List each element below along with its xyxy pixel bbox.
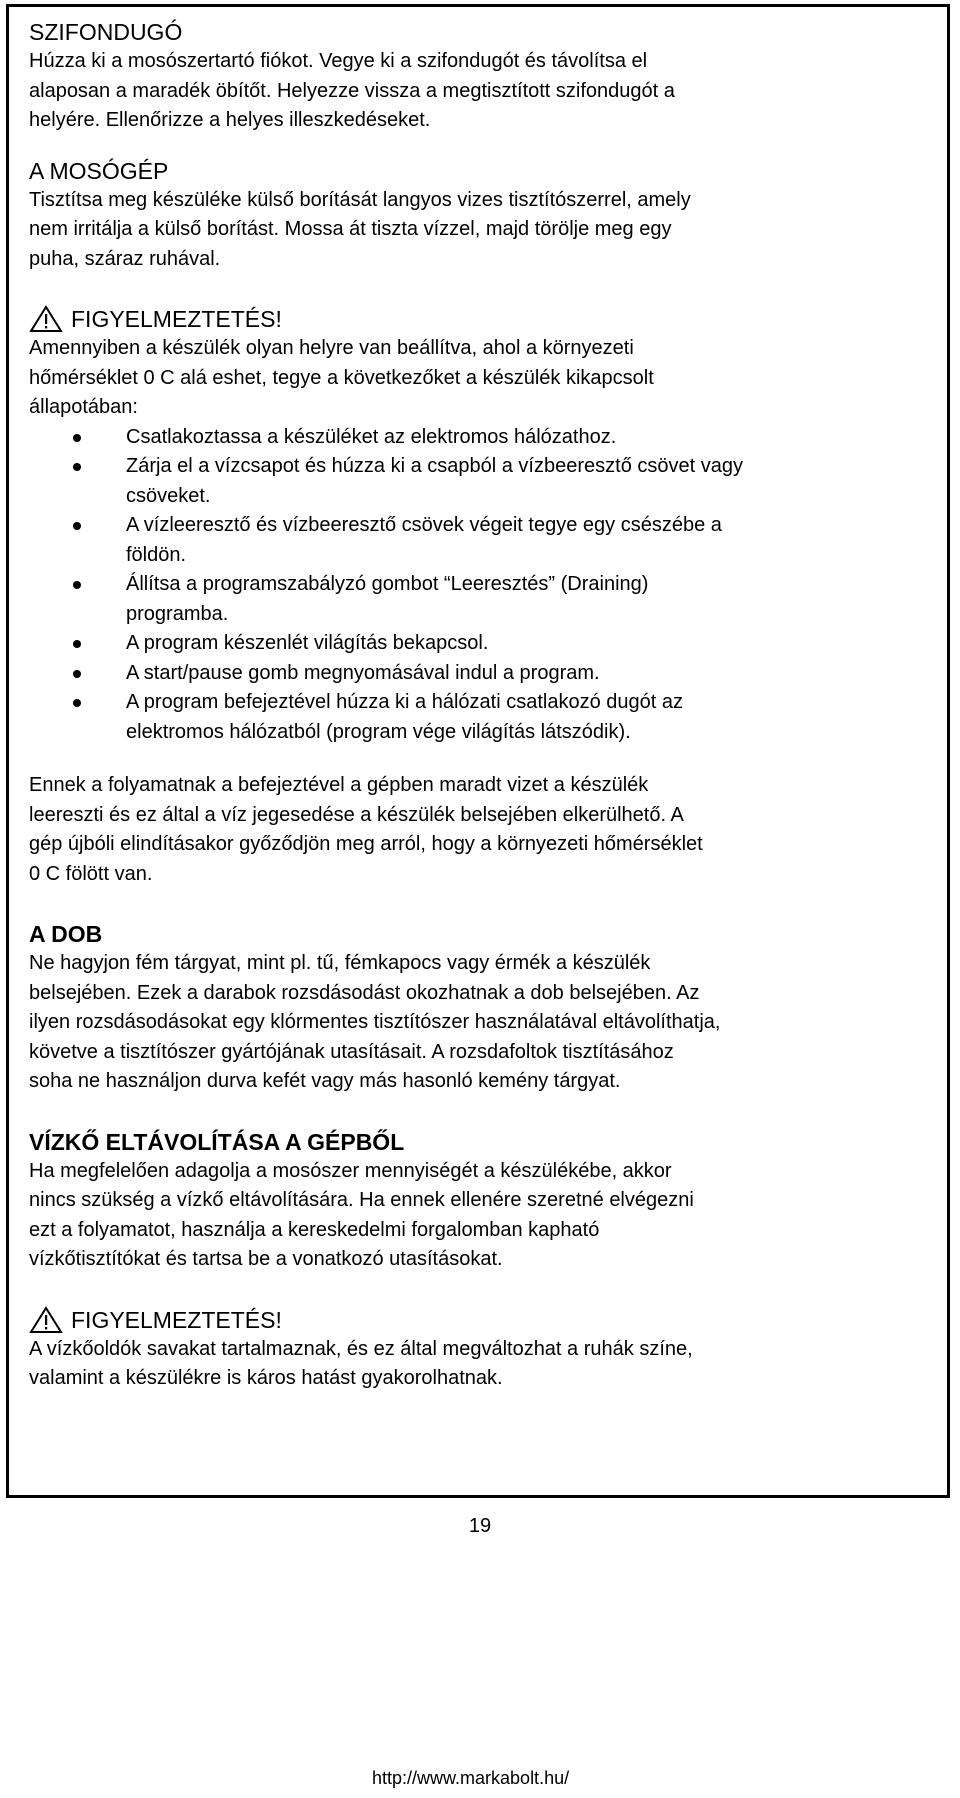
bullet-icon bbox=[73, 463, 81, 471]
list-item-text: földön. bbox=[126, 543, 187, 566]
list-item-text: Csatlakoztassa a készüléket az elektromos hálózathoz. bbox=[126, 425, 617, 448]
paragraph-line: állapotában: bbox=[29, 396, 138, 418]
paragraph-line: követve a tisztítószer gyártójának utasításait. A rozsdafoltok tisztításához bbox=[29, 1040, 674, 1063]
list-item-text: Zárja el a vízcsapot és húzza ki a csapból a vízbeeresztő csövet vagy bbox=[126, 455, 743, 477]
section-title: A MOSÓGÉP bbox=[29, 157, 169, 184]
section-drum bbox=[29, 919, 939, 1097]
footer-url[interactable]: http://www.markabolt.hu/ bbox=[372, 1768, 570, 1788]
list-item-continuation bbox=[29, 482, 939, 512]
section-siphon bbox=[29, 17, 939, 136]
bullet-icon bbox=[73, 670, 81, 678]
paragraph-line: belsejében. Ezek a darabok rozsdásodást okozhatnak a dob belsejében. Az bbox=[29, 981, 700, 1004]
paragraph-line: vízkőtisztítókat és tartsa be a vonatkozó utasításokat. bbox=[29, 1248, 503, 1270]
page-content bbox=[29, 17, 939, 1394]
bullet-icon bbox=[73, 522, 81, 530]
paragraph-line: Tisztítsa meg készüléke külső borítását langyos vizes tisztítószerrel, amely bbox=[29, 188, 691, 211]
content-frame bbox=[6, 4, 950, 1498]
bullet-icon bbox=[73, 699, 81, 707]
paragraph-line: Ennek a folyamatnak a befejeztével a gépben maradt vizet a készülék bbox=[29, 774, 649, 796]
section-title: VÍZKŐ ELTÁVOLÍTÁSA A GÉPBŐL bbox=[29, 1128, 405, 1155]
list-item-text: Állítsa a programszabályzó gombot “Leeresztés” (Draining) bbox=[126, 573, 649, 595]
paragraph-line: Ha megfelelően adagolja a mosószer mennyiségét a készülékébe, akkor bbox=[29, 1159, 672, 1182]
list-item bbox=[29, 570, 939, 600]
warning-triangle-icon bbox=[29, 305, 63, 333]
list-item-text: A vízleeresztő és vízbeeresztő csövek végeit tegye egy csészébe a bbox=[126, 514, 722, 536]
page-number: 19 bbox=[468, 1515, 492, 1537]
warning-title: FIGYELMEZTETÉS! bbox=[71, 1306, 282, 1333]
paragraph-line: gép újbóli elindításakor győződjön meg arról, hogy a környezeti hőmérséklet bbox=[29, 833, 703, 855]
paragraph-line: nem irritálja a külső borítást. Mossa át tiszta vízzel, majd törölje meg egy bbox=[29, 218, 672, 240]
section-warning-descaler bbox=[29, 1305, 939, 1394]
list-item bbox=[29, 423, 939, 453]
bullet-icon bbox=[73, 434, 81, 442]
list-item bbox=[29, 511, 939, 541]
paragraph-line: nincs szükség a vízkő eltávolítására. Ha ennek ellenére szeretné elvégezni bbox=[29, 1189, 694, 1211]
section-descaling bbox=[29, 1127, 939, 1275]
paragraph-line: Amennyiben a készülék olyan helyre van beállítva, ahol a környezeti bbox=[29, 337, 634, 359]
paragraph-line: 0 C fölött van. bbox=[29, 862, 153, 885]
list-item-continuation bbox=[29, 541, 939, 571]
paragraph-line: leereszti és ez által a víz jegesedése a készülék belsejében elkerülhető. A bbox=[29, 803, 684, 826]
warning-heading bbox=[29, 304, 939, 334]
list-item-continuation bbox=[29, 600, 939, 630]
paragraph-line: Húzza ki a mosószertartó fiókot. Vegye ki a szifondugót és távolítsa el bbox=[29, 50, 648, 72]
warning-triangle-icon bbox=[29, 1306, 63, 1334]
section-title: SZIFONDUGÓ bbox=[29, 19, 183, 45]
list-item bbox=[29, 659, 939, 689]
paragraph-line: soha ne használjon durva kefét vagy más hasonló kemény tárgyat. bbox=[29, 1070, 621, 1092]
paragraph-line: ilyen rozsdásodásokat egy klórmentes tisztítószer használatával eltávolíthatja, bbox=[29, 1011, 721, 1033]
list-item-text: A program befejeztével húzza ki a hálózati csatlakozó dugót az bbox=[126, 691, 683, 713]
bullet-icon bbox=[73, 640, 81, 648]
paragraph-line: puha, száraz ruhával. bbox=[29, 247, 221, 270]
instruction-list bbox=[29, 423, 939, 748]
paragraph-line: hőmérséklet 0 C alá eshet, tegye a következőket a készülék kikapcsolt bbox=[29, 366, 654, 389]
warning-heading bbox=[29, 1305, 939, 1335]
paragraph-line: valamint a készülékre is káros hatást gyakorolhatnak. bbox=[29, 1367, 503, 1389]
list-item-text: A start/pause gomb megnyomásával indul a program. bbox=[126, 661, 600, 684]
list-item bbox=[29, 688, 939, 718]
section-warning-freeze bbox=[29, 304, 939, 889]
section-machine bbox=[29, 156, 939, 275]
list-item-text: programba. bbox=[126, 602, 229, 625]
section-title: A DOB bbox=[29, 921, 103, 947]
paragraph-line: Ne hagyjon fém tárgyat, mint pl. tű, fémkapocs vagy érmék a készülék bbox=[29, 952, 651, 974]
list-item bbox=[29, 452, 939, 482]
list-item-text: csöveket. bbox=[126, 484, 211, 507]
list-item-text: A program készenlét világítás bekapcsol. bbox=[126, 632, 489, 654]
paragraph-line: ezt a folyamatot, használja a kereskedelmi forgalomban kapható bbox=[29, 1218, 600, 1241]
bullet-icon bbox=[73, 581, 81, 589]
list-item-text: elektromos hálózatból (program vége világítás látszódik). bbox=[126, 720, 631, 743]
list-item-continuation bbox=[29, 718, 939, 748]
list-item bbox=[29, 629, 939, 659]
warning-title: FIGYELMEZTETÉS! bbox=[71, 306, 282, 332]
paragraph-line: alaposan a maradék öbítőt. Helyezze vissza a megtisztított szifondugót a bbox=[29, 79, 675, 102]
paragraph-line: helyére. Ellenőrizze a helyes illeszkedéseket. bbox=[29, 109, 431, 131]
paragraph-line: A vízkőoldók savakat tartalmaznak, és ez által megváltozhat a ruhák színe, bbox=[29, 1337, 693, 1360]
